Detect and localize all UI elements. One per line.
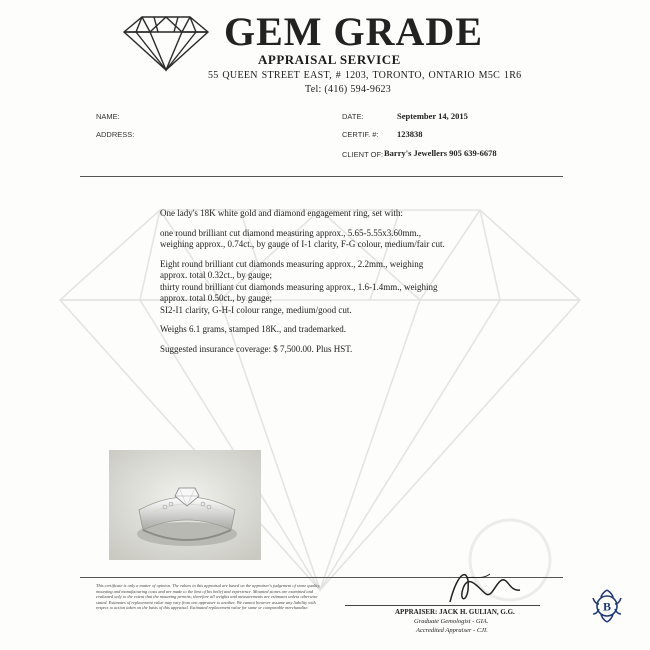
side-stones-line: thirty round brilliant cut diamonds measuring approx., 1.6-1.4mm., weighing: [160, 281, 438, 292]
appraiser-signature: [430, 560, 540, 608]
address-label: ADDRESS:: [96, 130, 135, 139]
disclaimer-text: This certificate is only a matter of opinion. The values in this appraisal are based on the appraiser's judgement of stone quality, mounting and manufacturing costs and are made to the best of his belief and experience. Mounted stones are examined and evaluated only to the extent that the mounting permits; therefore all weights and measurements are estimates unless otherwise stated. Estimates of replacement value may vary from one appraiser to another. We cannot however assume any liability with respect to action taken on the basis of this appraisal. Estimated replacement value for same or comparable merchandise.: [96, 583, 321, 611]
certif-label: CERTIF. #:: [342, 130, 379, 139]
client-label: CLIENT OF:: [342, 150, 384, 159]
side-stones-line: SI2-I1 clarity, G-H-I colour range, medium/good cut.: [160, 304, 352, 315]
insurance-text: Suggested insurance coverage: $ 7,500.00. Plus HST.: [160, 343, 353, 354]
center-stone-line: one round brilliant cut diamond measuring approx., 5.65-5.55x3.60mm.,: [160, 227, 421, 238]
company-phone: Tel: (416) 594-9623: [305, 84, 392, 95]
side-stones-block: [160, 259, 560, 317]
date-value: September 14, 2015: [397, 111, 468, 121]
client-value: Barry's Jewellers 905 639-6678: [384, 148, 497, 158]
appraiser-name: APPRAISER: JACK H. GULIAN, G.G.: [395, 608, 515, 616]
side-stones-line: Eight round brilliant cut diamonds measuring approx., 2.2mm., weighing: [160, 258, 424, 269]
signature-line: [345, 605, 540, 606]
center-stone-line: weighing approx., 0.74ct., by gauge of I-1 clarity, F-G colour, medium/fair cut.: [160, 239, 445, 249]
ring-photo: [109, 450, 261, 560]
diamond-logo-icon: [122, 14, 210, 72]
side-stones-line: approx. total 0.50ct., by gauge;: [160, 293, 272, 303]
side-stones-line: approx. total 0.32ct., by gauge;: [160, 270, 272, 280]
item-description: [160, 208, 560, 363]
service-name: APPRAISAL SERVICE: [258, 52, 401, 67]
credential-gia: Graduate Gemologist - GIA.: [414, 618, 489, 625]
weight-text: Weighs 6.1 grams, stamped 18K., and trademarked.: [160, 324, 346, 334]
badge-letter: B: [602, 599, 612, 614]
header-divider: [80, 176, 563, 177]
certif-value: 123838: [397, 129, 423, 139]
center-stone-block: [160, 228, 560, 251]
company-name: GEM GRADE: [224, 9, 483, 54]
date-label: DATE:: [342, 112, 364, 121]
company-address: 55 QUEEN STREET EAST, # 1203, TORONTO, ONTARIO M5C 1R6: [208, 70, 522, 81]
intro-text: One lady's 18K white gold and diamond engagement ring, set with:: [160, 208, 403, 218]
b-flower-badge-icon: [589, 586, 625, 626]
credential-cji: Accredited Appraiser - CJI.: [416, 627, 488, 634]
name-label: NAME:: [96, 112, 120, 121]
